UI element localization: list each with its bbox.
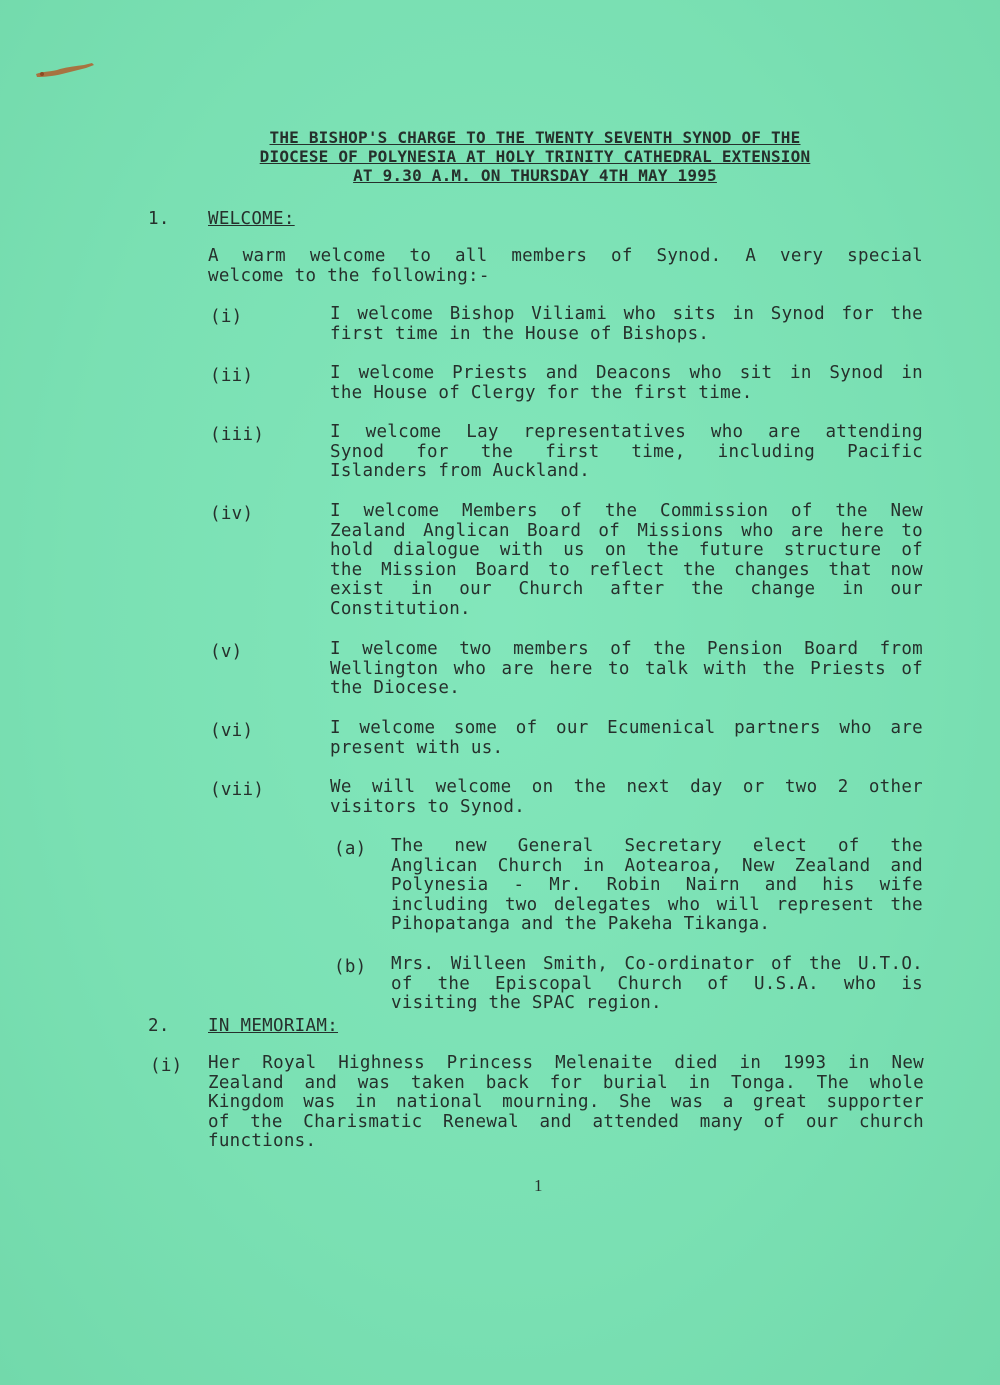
subitem-line: The new General Secretary elect of the (391, 836, 923, 856)
item-label: (iii) (210, 425, 265, 445)
title-line-2: DIOCESE OF POLYNESIA AT HOLY TRINITY CATHEDRAL EXTENSION (259, 147, 811, 166)
item-line: visitors to Synod. (330, 796, 526, 817)
section-2-heading: IN MEMORIAM: (208, 1016, 339, 1036)
item-line: first time in the House of Bishops. (330, 323, 710, 344)
item-line: I welcome Priests and Deacons who sit in Synod in (330, 363, 923, 383)
item-line: I welcome two members of the Pension Board from (330, 639, 923, 659)
item-line: the Mission Board to reflect the changes that now (330, 559, 923, 580)
welcome-item (330, 423, 923, 482)
title-line-3: AT 9.30 A.M. ON THURSDAY 4TH MAY 1995 (353, 166, 717, 185)
item-line: the House of Clergy for the first time. (330, 382, 753, 403)
title-line-1: THE BISHOP'S CHARGE TO THE TWENTY SEVENTH SYNOD OF THE (269, 128, 801, 147)
subitem-line: Mrs. Willeen Smith, Co-ordinator of the U.T.O. (391, 954, 923, 974)
memoriam-item (208, 1054, 924, 1152)
welcome-item (330, 640, 923, 699)
memoriam-line: Her Royal Highness Princess Melenaite died in 1993 in New (208, 1053, 924, 1073)
rust-stain-mark (34, 62, 96, 78)
item-line: We will welcome on the next day or two 2 other (330, 777, 923, 797)
item-line: Wellington who are here to talk with the Priests of (330, 658, 923, 679)
item-line: I welcome some of our Ecumenical partners who are (330, 718, 923, 738)
subitem-line: visiting the SPAC region. (391, 993, 662, 1014)
item-line: Constitution. (330, 598, 471, 619)
item-line: Zealand Anglican Board of Missions who are here to (330, 520, 923, 541)
subitem-line: Polynesia - Mr. Robin Nairn and his wife (391, 875, 923, 896)
welcome-subitem (391, 955, 923, 1014)
document-title (150, 128, 920, 185)
subitem-line: including two delegates who will represent the (391, 894, 923, 915)
subitem-line: Anglican Church in Aotearoa, New Zealand and (391, 855, 923, 876)
memoriam-line: functions. (208, 1131, 317, 1152)
item-label: (i) (210, 307, 243, 327)
memoriam-line: of the Charismatic Renewal and attended many of our church (208, 1111, 924, 1132)
welcome-item (330, 778, 923, 817)
welcome-intro (208, 247, 923, 286)
item-label: (v) (210, 642, 243, 662)
subitem-label: (b) (334, 957, 367, 977)
welcome-item (330, 305, 923, 344)
item-line: present with us. (330, 737, 504, 758)
subitem-line: of the Episcopal Church of U.S.A. who is (391, 973, 923, 994)
item-line: hold dialogue with us on the future structure of (330, 540, 923, 561)
memoriam-line: Zealand and was taken back for burial in Tonga. The whole (208, 1072, 924, 1093)
memoriam-line: Kingdom was in national mourning. She was a great supporter (208, 1092, 924, 1113)
welcome-item (330, 502, 923, 620)
section-1-heading: WELCOME: (208, 209, 295, 229)
subitem-line: Pihopatanga and the Pakeha Tikanga. (391, 914, 771, 935)
item-line: I welcome Lay representatives who are attending (330, 422, 923, 442)
item-label: (i) (150, 1056, 183, 1076)
section-1-number: 1. (148, 209, 170, 229)
welcome-item (330, 364, 923, 403)
welcome-subitem (391, 837, 923, 935)
item-line: I welcome Members of the Commission of the New (330, 501, 923, 521)
item-line: Islanders from Auckland. (330, 461, 591, 482)
page-number: 1 (534, 1176, 543, 1195)
item-line: exist in our Church after the change in our (330, 579, 923, 600)
intro-line: A warm welcome to all members of Synod. A very special (208, 246, 923, 266)
item-line: I welcome Bishop Viliami who sits in Synod for the (330, 304, 923, 324)
welcome-item (330, 719, 923, 758)
item-line: the Diocese. (330, 678, 461, 699)
subitem-label: (a) (334, 839, 367, 859)
item-label: (ii) (210, 366, 254, 386)
item-label: (vii) (210, 780, 265, 800)
item-label: (vi) (210, 721, 254, 741)
item-label: (iv) (210, 504, 254, 524)
intro-line: welcome to the following:- (208, 265, 490, 286)
section-2-number: 2. (148, 1016, 170, 1036)
item-line: Synod for the first time, including Pacific (330, 441, 923, 462)
